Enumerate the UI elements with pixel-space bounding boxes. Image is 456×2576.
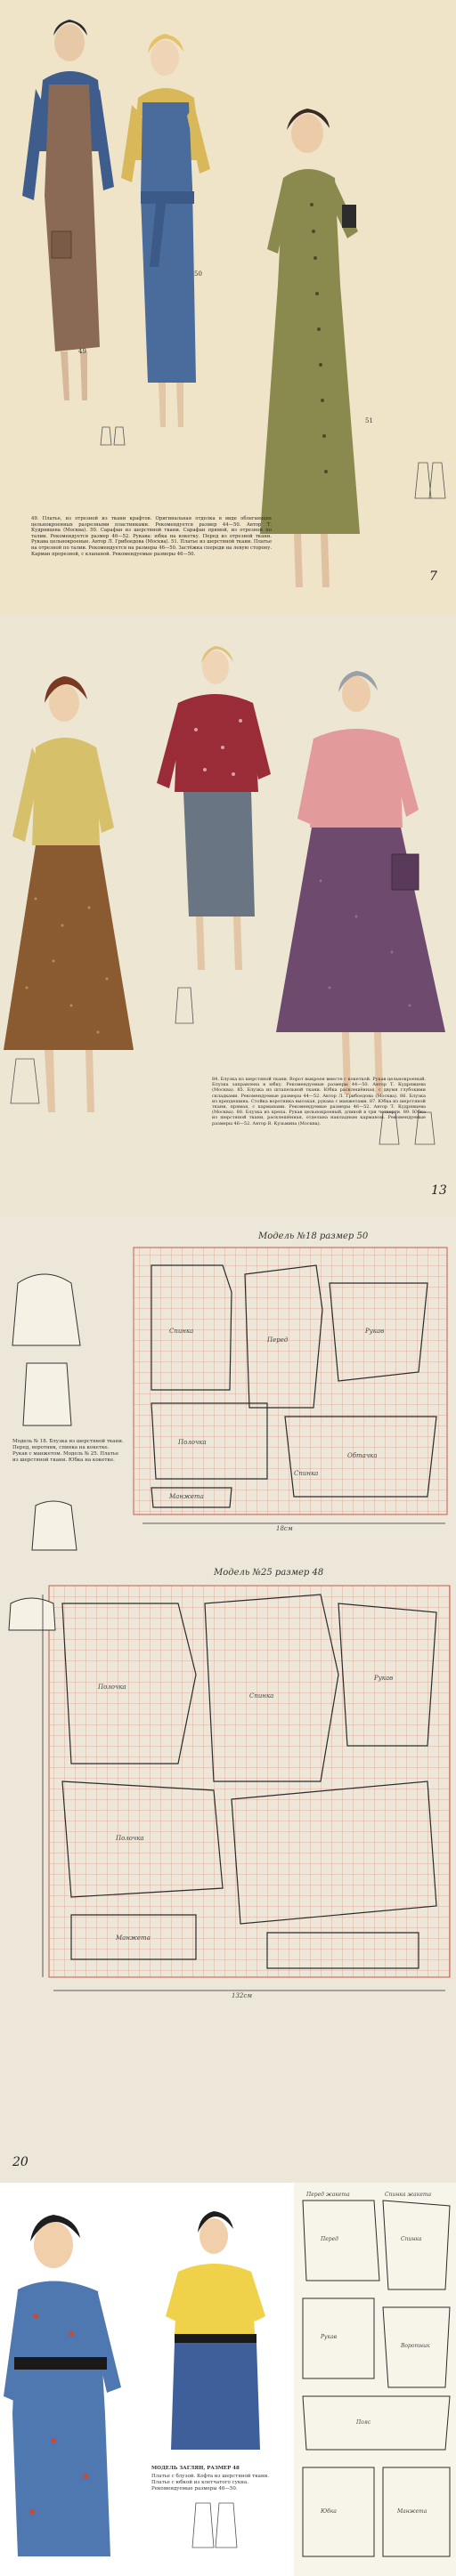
piece-label: Рукав [321, 2334, 338, 2340]
page-caption-text: 84. Блузка из шерстяной ткани. Ворот выкроен вместе с кокеткой. Рукав цельнокроеный. Блузка заправлена в юбку. Рекомендуемые размеры 44—50. Автор Т. Кудрявцева (Москва). 85. Блузка из штапельной ткани. Юбка расклешённая, с двумя глубокими складками. Рекомендуемые размеры 44—52. Автор Л. Грибоедова (Москва). 86. Блузка из крепдешина. Стойка воротника высокая, рукава с манжетами. 87. Юбка из шерстяной ткани, прямая, с карманами. Рекомендуемые размеры 46—52. Автор Т. Кудрявцева (Москва). 88. Блузка из крепа. Рукав цельнокроеный, длиной в три четверти. 89. Юбка из шерстяной ткани, расклешённая, отделана накладным карманом. Рекомендуемые размеры 46—52. Автор В. Кузьмина (Москва). [212, 1077, 426, 1126]
piece-label: Полочка [116, 1835, 144, 1842]
page-number: 13 [431, 1183, 447, 1198]
piece-label: Полочка [98, 1684, 126, 1691]
piece-label: Пояс [356, 2419, 371, 2426]
page-caption-text: 49. Платье, из отрезной из ткани крафтов. Оригинальная отделка в виде облегающих цельнокроенных разрезными пластинками. Рекомендуется размер 44—50. Автор Т. Кудрявцева (Москва). 50. Сарафан из шерстяной ткани. Сарафан прямой, из отрезной по талии. Рекомендуется размер 46—52. Рукава: юбка на кокетку. Перед из отрезной ткани. Рукава цельнокроеные. Автор Л. Грибоедова (Москва). 51. Платье из шерстяной ткани. Платье на отрезной по талии. Рекомендуется на размеры 46—50. Застёжка спереди на левую сторону. Карман прорезной, с клапаной. Рекомендуемые размеры 46—50. [31, 516, 272, 557]
piece-label: Спинка [169, 1328, 194, 1335]
piece-label: Рукав [365, 1328, 385, 1335]
piece-label: Спинка [401, 2236, 422, 2242]
piece-label: Спинка [249, 1692, 274, 1700]
pattern-sheet [0, 1212, 456, 2183]
model-caption-title: МОДЕЛЬ ЗАГЛЯН, РАЗМЕР 48 [151, 2466, 240, 2471]
piece-label: Полочка [178, 1439, 207, 1446]
magazine-page-2 [0, 614, 456, 1212]
pattern-title-top: Модель №18 размер 50 [258, 1231, 369, 1241]
page-number: 20 [12, 2155, 28, 2169]
model-number-label: 50 [194, 271, 202, 278]
pattern-title-bottom: Модель №25 размер 48 [214, 1568, 324, 1578]
pattern-side-caption: Модель № 18. Блузка из шерстяной ткани. Перед, воротник, спинка на кокетке. Рукав с манжетом. Модель № 25. Платье из шерстяной ткани. Юбка на кокетке. [12, 1439, 124, 1463]
piece-label: Обтачка [347, 1452, 378, 1459]
piece-label: Манжета [116, 1934, 151, 1942]
piece-label: Перед [321, 2236, 338, 2242]
piece-label: Манжета [397, 2508, 428, 2515]
piece-label: Манжета [169, 1493, 204, 1500]
model-number-label: 49 [78, 348, 86, 355]
fashion-illustration-4 [0, 2183, 456, 2576]
model-number-label: 51 [365, 417, 373, 424]
magazine-page-1 [0, 0, 456, 614]
piece-label: Перед [267, 1336, 289, 1344]
measure-label: 132см [232, 1992, 253, 1999]
model-caption-text: Платье с блузой. Кофта из шерстяной ткани. Платье с юбкой из клетчатого сукна. Рекомендуемые размеры 46—50. [151, 2474, 270, 2491]
piece-label: Спинка [294, 1470, 319, 1477]
piece-label: Воротник [401, 2343, 430, 2349]
page-number: 7 [429, 569, 437, 584]
piece-label: Перед жакета [306, 2192, 350, 2198]
piece-label: Рукав [374, 1675, 394, 1682]
piece-label: Юбка [321, 2508, 337, 2515]
pattern-drafts [0, 1212, 456, 2183]
measure-label: 18см [276, 1525, 293, 1532]
piece-label: Спинка жакета [385, 2192, 432, 2198]
magazine-page-4 [0, 2183, 456, 2576]
